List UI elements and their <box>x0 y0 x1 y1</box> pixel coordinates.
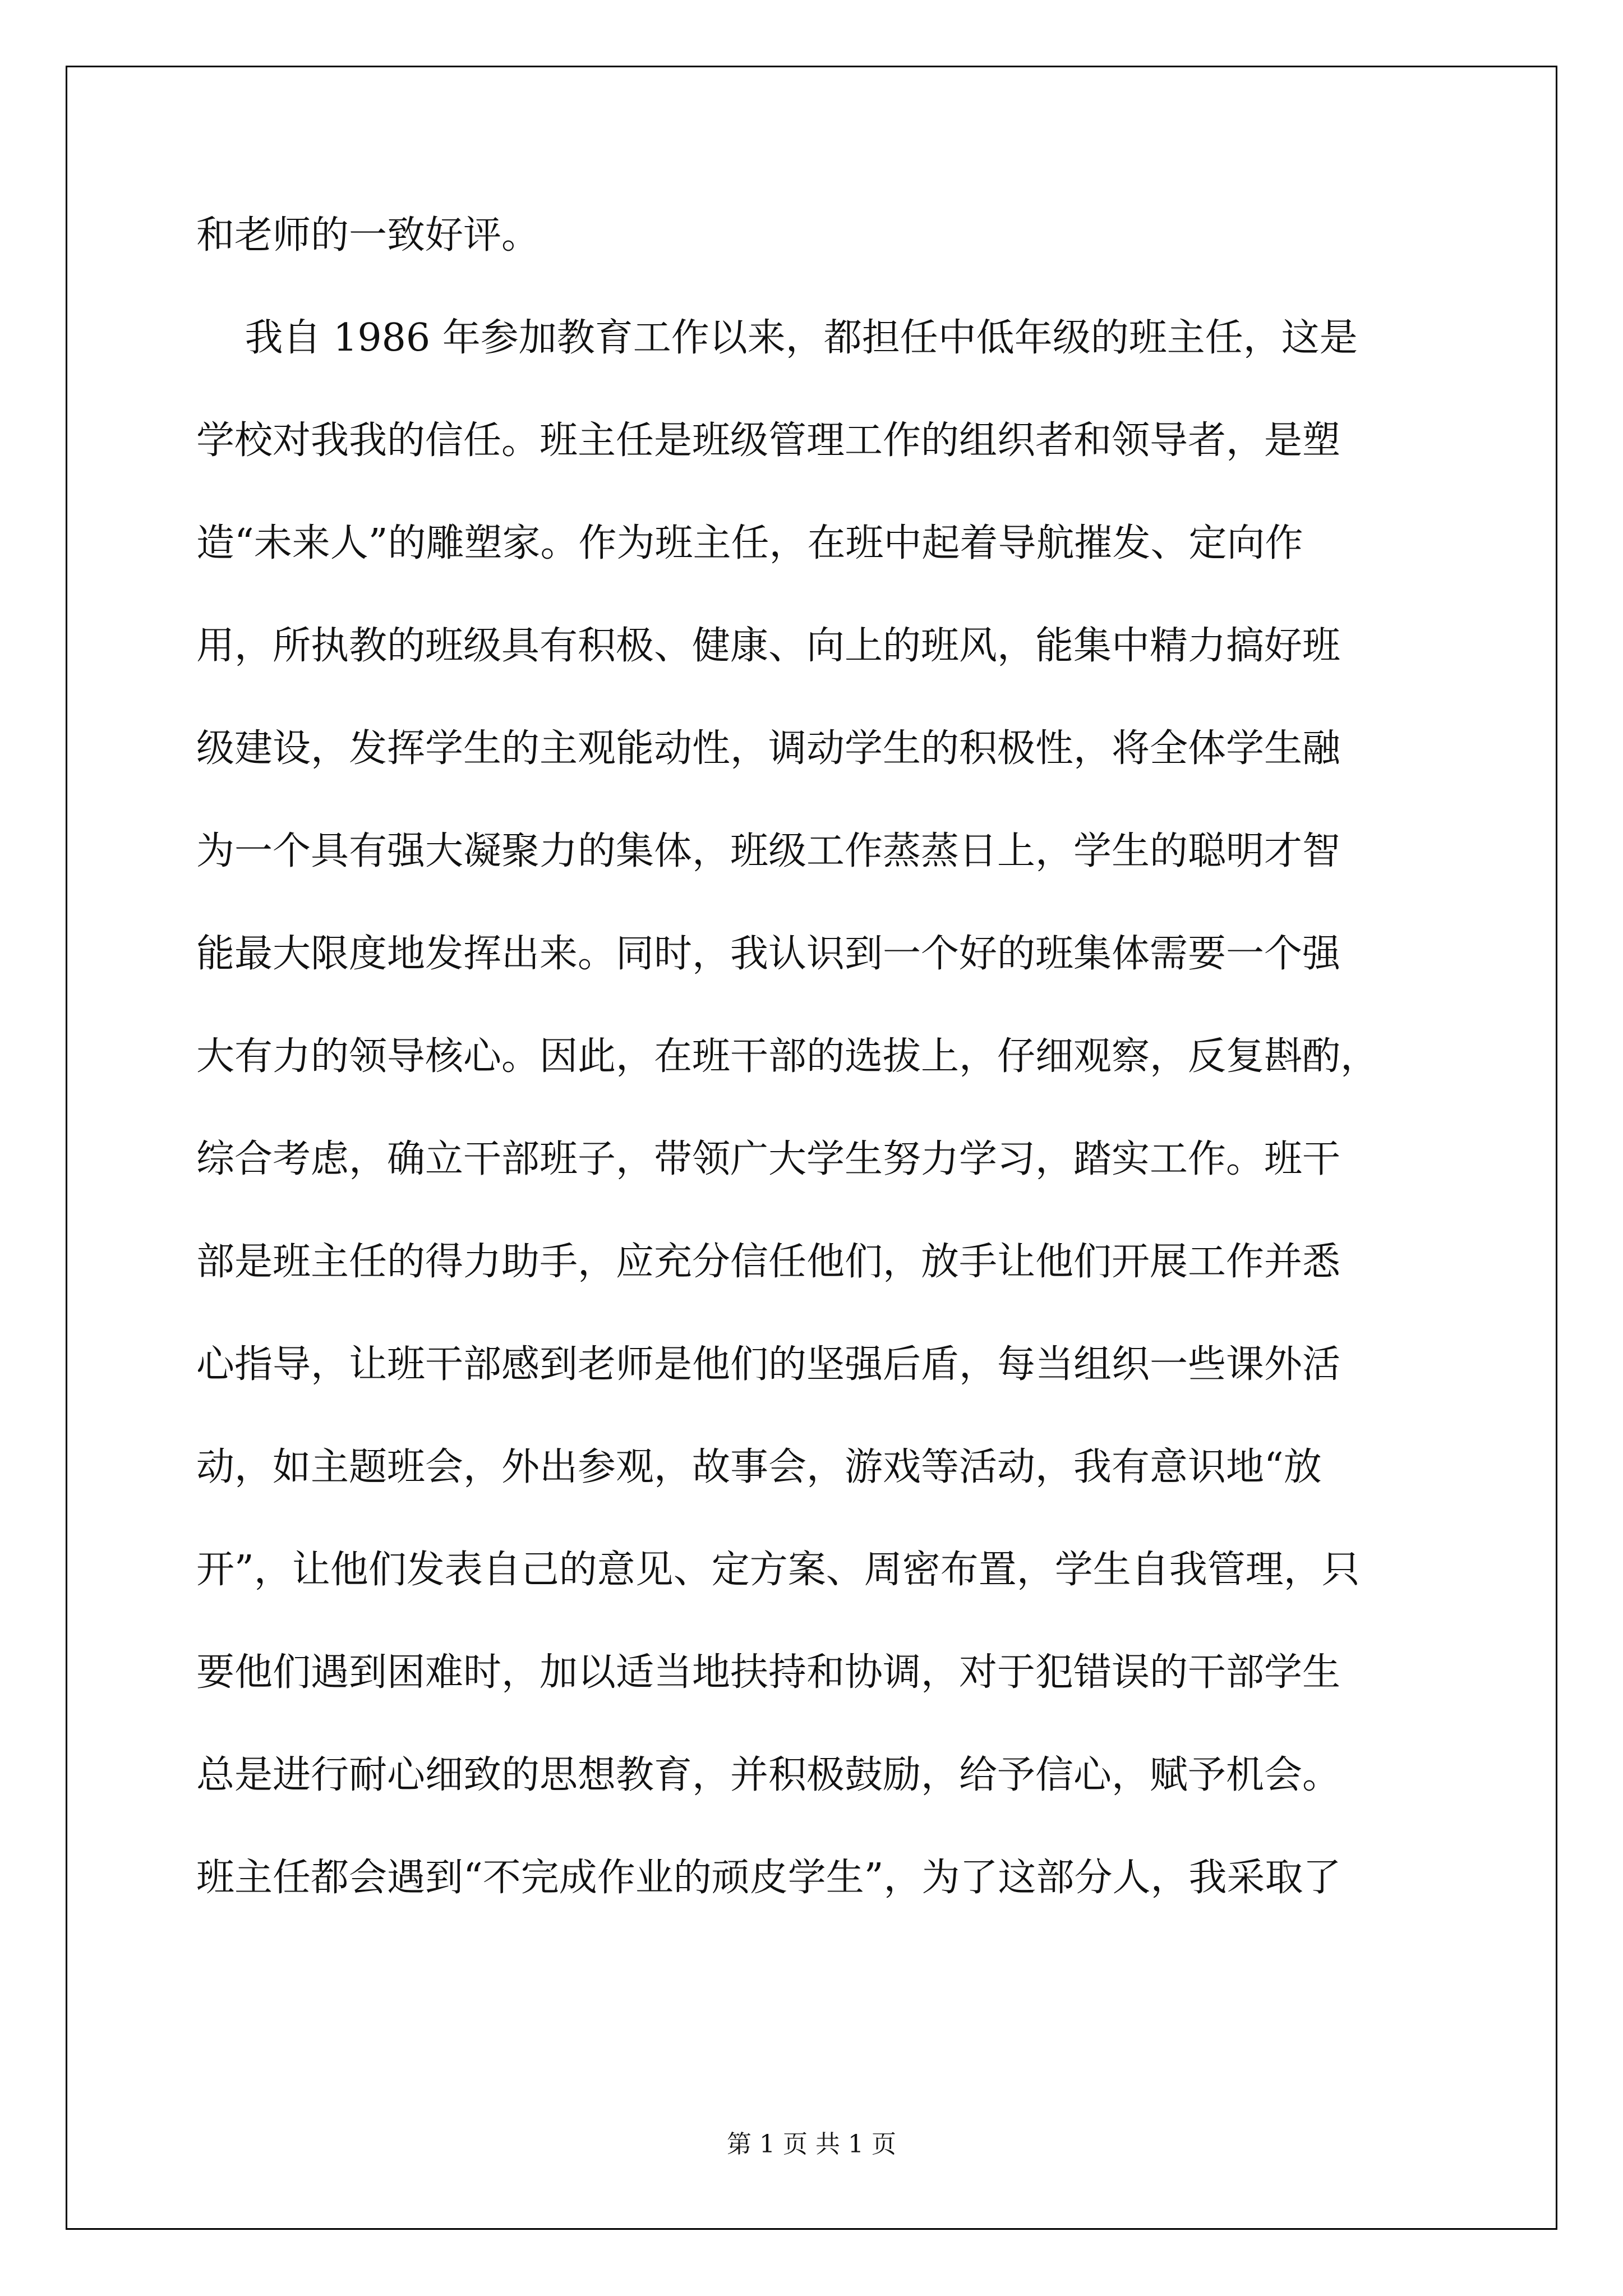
text-line: 能最大限度地发挥出来。同时，我认识到一个好的班集体需要一个强 <box>196 932 1341 976</box>
text-line: 和老师的一致好评。 <box>196 213 540 257</box>
text-line: 开”，让他们发表自己的意见、定方案、周密布置，学生自我管理，只 <box>196 1548 1360 1592</box>
text-line: 学校对我我的信任。班主任是班级管理工作的组织者和领导者，是塑 <box>196 418 1341 463</box>
text-line: 班主任都会遇到“不完成作业的顽皮学生”，为了这部分人，我采取了 <box>196 1856 1341 1900</box>
text-line: 动，如主题班会，外出参观，故事会，游戏等活动，我有意识地“放 <box>196 1445 1322 1489</box>
text-line: 造“未来人”的雕塑家。作为班主任，在班中起着导航摧发、定向作 <box>196 521 1303 565</box>
text-line: 心指导，让班干部感到老师是他们的坚强后盾，每当组织一些课外活 <box>196 1342 1341 1387</box>
text-line: 级建设，发挥学生的主观能动性，调动学生的积极性，将全体学生融 <box>196 726 1341 771</box>
text-line: 要他们遇到困难时，加以适当地扶持和协调，对于犯错误的干部学生 <box>196 1650 1341 1695</box>
text-line: 大有力的领导核心。因此，在班干部的选拔上，仔细观察，反复斟酌， <box>196 1034 1379 1079</box>
text-line: 用，所执教的班级具有积极、健康、向上的班风，能集中精力搞好班 <box>196 624 1341 668</box>
text-line: 综合考虑，确立干部班子，带领广大学生努力学习，踏实工作。班干 <box>196 1137 1341 1181</box>
text-line: 为一个具有强大凝聚力的集体，班级工作蒸蒸日上，学生的聪明才智 <box>196 829 1341 873</box>
text-line: 总是进行耐心细致的思想教育，并积极鼓励，给予信心，赋予机会。 <box>196 1753 1341 1797</box>
document-body <box>196 184 1424 1929</box>
page-footer: 第 1 页 共 1 页 <box>727 2130 896 2159</box>
text-line: 我自 1986 年参加教育工作以来，都担任中低年级的班主任，这是 <box>196 316 1358 360</box>
text-line: 部是班主任的得力助手，应充分信任他们，放手让他们开展工作并悉 <box>196 1240 1341 1284</box>
